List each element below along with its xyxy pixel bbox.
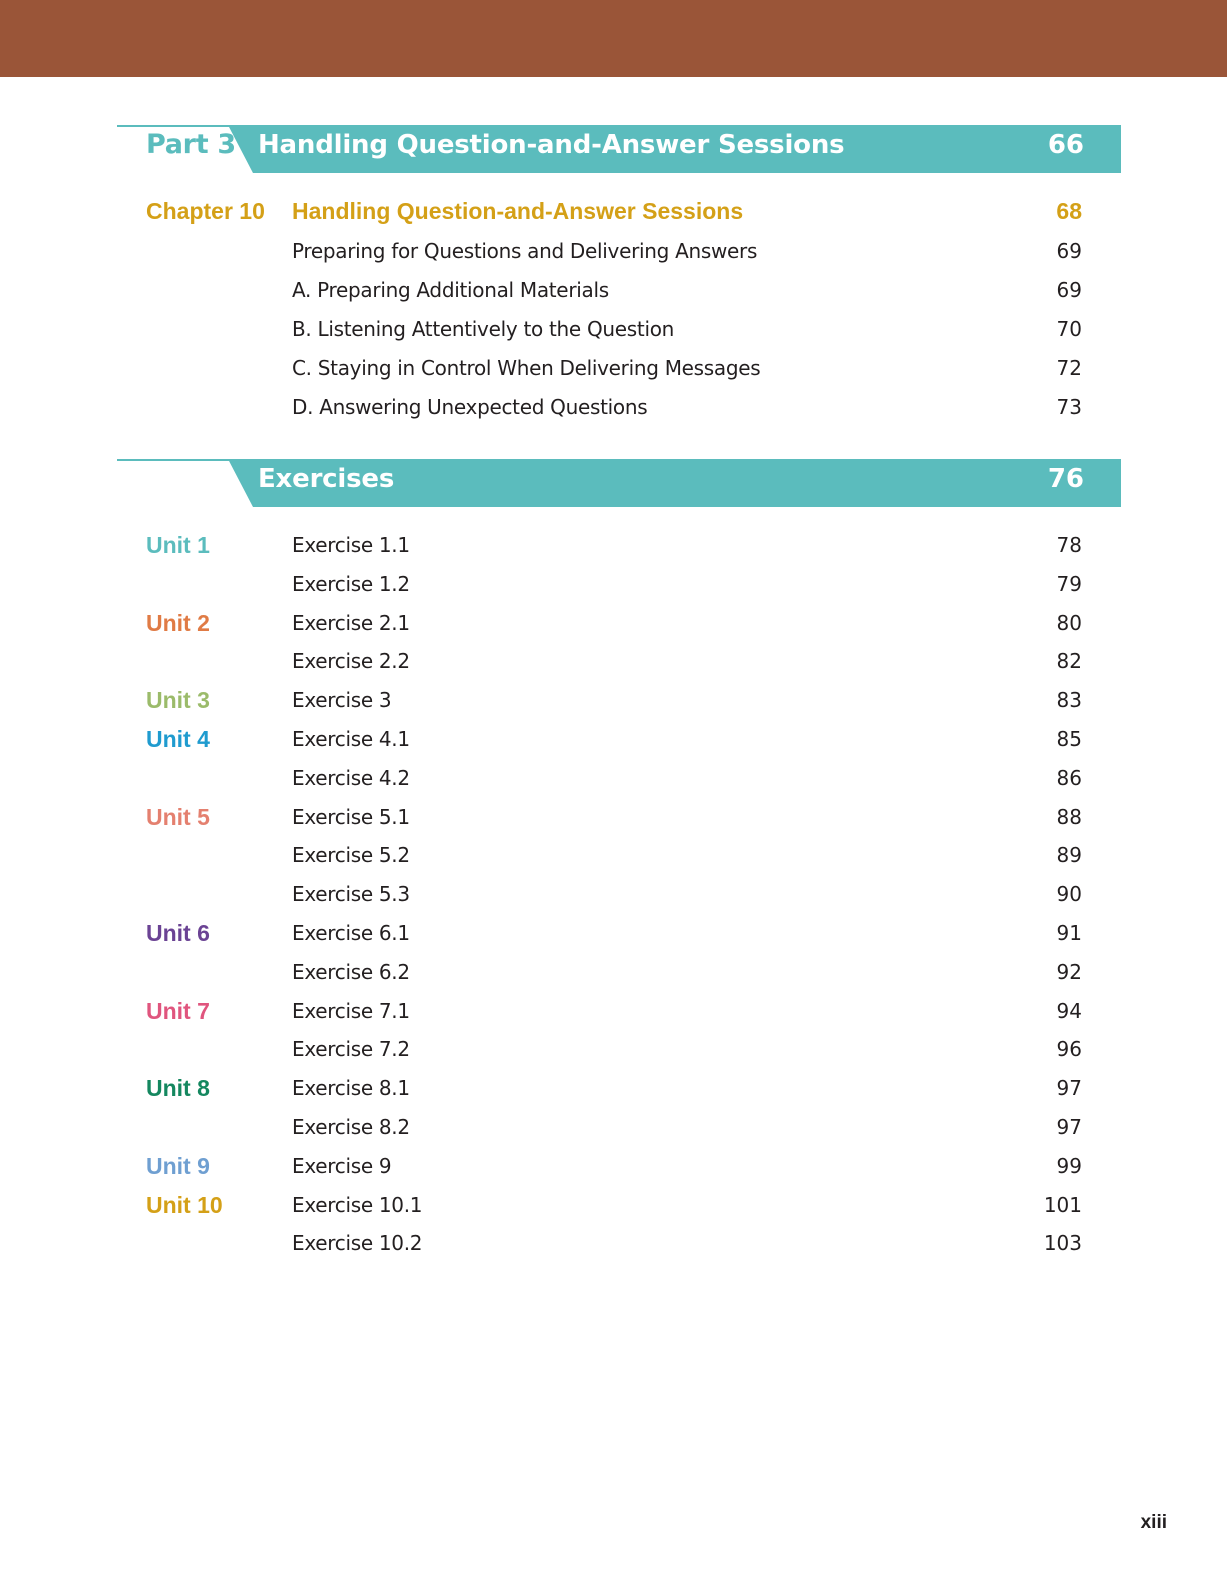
- exercise-page-number: 82: [1056, 649, 1082, 673]
- exercise-page-number: 91: [1056, 921, 1082, 945]
- exercise-title: Exercise 5.1: [292, 805, 410, 829]
- unit-label: Unit 7: [146, 998, 210, 1024]
- exercise-page-number: 99: [1056, 1154, 1082, 1178]
- unit-label: Unit 3: [146, 687, 210, 713]
- unit-label: Unit 9: [146, 1153, 210, 1179]
- exercise-page-number: 90: [1056, 882, 1082, 906]
- exercise-page-number: 92: [1056, 960, 1082, 984]
- exercises-title: Exercises: [258, 464, 395, 494]
- exercise-entry[interactable]: [146, 726, 1082, 756]
- exercise-page-number: 89: [1056, 843, 1082, 867]
- exercise-entry[interactable]: [146, 610, 1082, 640]
- exercise-title: Exercise 6.1: [292, 921, 410, 945]
- unit-label: Unit 8: [146, 1075, 210, 1101]
- toc-section-entry[interactable]: [146, 277, 1082, 307]
- section-page-number: 70: [1056, 317, 1082, 341]
- chapter-page-number: 68: [1056, 198, 1082, 224]
- toc-section-entry[interactable]: [146, 394, 1082, 424]
- exercise-title: Exercise 9: [292, 1154, 392, 1178]
- part-banner[interactable]: [117, 125, 1121, 174]
- chapter-entry[interactable]: [146, 198, 1082, 228]
- exercise-entry[interactable]: [146, 1075, 1082, 1105]
- exercise-title: Exercise 5.3: [292, 882, 410, 906]
- section-page-number: 73: [1056, 395, 1082, 419]
- exercise-title: Exercise 10.2: [292, 1231, 423, 1255]
- exercise-title: Exercise 1.1: [292, 533, 410, 557]
- toc-section-entry[interactable]: [146, 238, 1082, 268]
- exercise-entry[interactable]: [146, 1153, 1082, 1183]
- exercise-page-number: 97: [1056, 1076, 1082, 1100]
- exercise-page-number: 97: [1056, 1115, 1082, 1139]
- exercise-title: Exercise 2.1: [292, 611, 410, 635]
- page-folio: xiii: [1140, 1512, 1167, 1533]
- exercise-entry[interactable]: [146, 1230, 1082, 1260]
- part-page-number: 66: [1047, 130, 1084, 160]
- exercise-page-number: 80: [1056, 611, 1082, 635]
- exercise-title: Exercise 5.2: [292, 843, 410, 867]
- exercise-title: Exercise 7.1: [292, 999, 410, 1023]
- section-title: B. Listening Attentively to the Question: [292, 317, 675, 341]
- exercise-title: Exercise 7.2: [292, 1037, 410, 1061]
- unit-label: Unit 1: [146, 532, 210, 558]
- exercise-entry[interactable]: [146, 687, 1082, 717]
- section-title: A. Preparing Additional Materials: [292, 278, 609, 302]
- exercise-page-number: 101: [1043, 1193, 1082, 1217]
- exercise-entry[interactable]: [146, 765, 1082, 795]
- exercise-page-number: 86: [1056, 766, 1082, 790]
- exercise-entry[interactable]: [146, 881, 1082, 911]
- unit-label: Unit 4: [146, 726, 210, 752]
- toc-section-entry[interactable]: [146, 316, 1082, 346]
- exercise-page-number: 103: [1043, 1231, 1082, 1255]
- unit-label: Unit 5: [146, 804, 210, 830]
- exercise-page-number: 96: [1056, 1037, 1082, 1061]
- exercise-page-number: 88: [1056, 805, 1082, 829]
- section-page-number: 72: [1056, 356, 1082, 380]
- section-title: D. Answering Unexpected Questions: [292, 395, 648, 419]
- exercises-page-number: 76: [1047, 464, 1084, 494]
- part-label: Part 3: [146, 129, 236, 160]
- exercise-title: Exercise 4.2: [292, 766, 410, 790]
- section-page-number: 69: [1056, 239, 1082, 263]
- exercise-title: Exercise 8.2: [292, 1115, 410, 1139]
- unit-label: Unit 10: [146, 1192, 223, 1218]
- exercise-page-number: 78: [1056, 533, 1082, 557]
- exercise-title: Exercise 4.1: [292, 727, 410, 751]
- exercise-page-number: 94: [1056, 999, 1082, 1023]
- exercise-entry[interactable]: [146, 804, 1082, 834]
- section-title: Preparing for Questions and Delivering Answers: [292, 239, 758, 263]
- unit-label: Unit 6: [146, 920, 210, 946]
- exercise-entry[interactable]: [146, 648, 1082, 678]
- exercise-page-number: 79: [1056, 572, 1082, 596]
- exercise-page-number: 83: [1056, 688, 1082, 712]
- exercise-entry[interactable]: [146, 1036, 1082, 1066]
- exercise-title: Exercise 6.2: [292, 960, 410, 984]
- toc-section-entry[interactable]: [146, 355, 1082, 385]
- exercise-title: Exercise 2.2: [292, 649, 410, 673]
- exercise-entry[interactable]: [146, 1192, 1082, 1222]
- exercise-entry[interactable]: [146, 1114, 1082, 1144]
- header-band: [0, 0, 1227, 77]
- section-title: C. Staying in Control When Delivering Messages: [292, 356, 761, 380]
- exercise-title: Exercise 3: [292, 688, 392, 712]
- chapter-label: Chapter 10: [146, 198, 265, 224]
- chapter-title: Handling Question-and-Answer Sessions: [292, 198, 744, 224]
- exercise-page-number: 85: [1056, 727, 1082, 751]
- part-title: Handling Question-and-Answer Sessions: [258, 130, 845, 160]
- exercise-entry[interactable]: [146, 920, 1082, 950]
- exercise-entry[interactable]: [146, 959, 1082, 989]
- exercise-title: Exercise 8.1: [292, 1076, 410, 1100]
- exercise-entry[interactable]: [146, 998, 1082, 1028]
- exercise-entry[interactable]: [146, 532, 1082, 562]
- exercise-title: Exercise 1.2: [292, 572, 410, 596]
- exercises-banner[interactable]: [117, 459, 1121, 508]
- unit-label: Unit 2: [146, 610, 210, 636]
- exercise-entry[interactable]: [146, 842, 1082, 872]
- exercise-title: Exercise 10.1: [292, 1193, 423, 1217]
- section-page-number: 69: [1056, 278, 1082, 302]
- exercise-entry[interactable]: [146, 571, 1082, 601]
